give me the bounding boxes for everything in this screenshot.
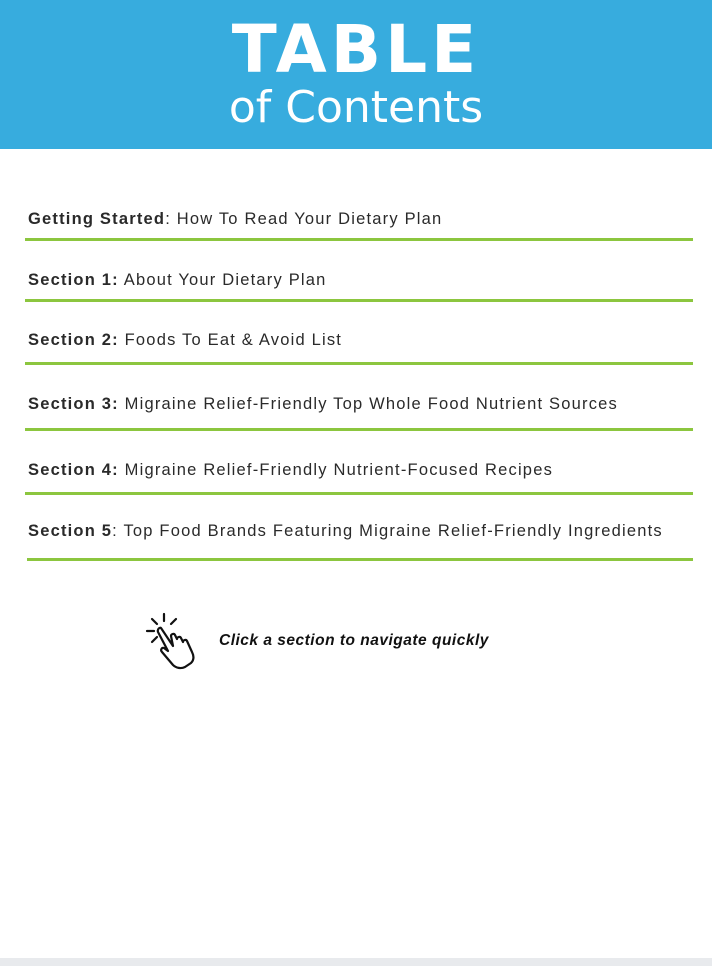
toc-item-prefix: Section 4: [28,461,119,479]
divider [25,362,693,365]
toc-item-separator: : [112,522,124,540]
footer-strip [0,958,712,966]
toc-item-section-4[interactable] [28,459,708,481]
toc-item-prefix: Section 5 [28,522,113,540]
header-banner [0,0,712,149]
toc-item-label: Foods To Eat & Avoid List [124,331,343,349]
divider [25,428,693,431]
toc-item-prefix: Section 2: [28,331,119,349]
toc-item-section-1[interactable] [28,269,708,291]
divider [27,558,693,561]
toc-item-label: About Your Dietary Plan [123,271,327,289]
toc-item-section-5[interactable] [28,520,708,542]
divider [25,299,693,302]
pointer-click-icon [143,612,205,672]
toc-item-label: Migraine Relief-Friendly Top Whole Food Nutrient Sources [124,395,618,413]
hint-text: Click a section to navigate quickly [219,632,489,649]
page-title: TABLE [231,11,481,88]
toc-item-label: How To Read Your Dietary Plan [176,210,443,228]
toc-item-prefix: Section 1: [28,271,119,289]
divider [25,492,693,495]
toc-item-label: Migraine Relief-Friendly Nutrient-Focused Recipes [124,461,554,479]
toc-item-prefix: Section 3: [28,395,119,413]
divider [25,238,693,241]
toc-item-section-2[interactable] [28,329,708,351]
toc-item-getting-started[interactable] [28,208,708,230]
toc-item-section-3[interactable] [28,393,708,415]
toc-item-label: Top Food Brands Featuring Migraine Relief-Friendly Ingredients [123,522,663,540]
page-subtitle: of Contents [228,82,484,133]
toc-item-separator: : [165,210,177,228]
navigation-hint [143,612,563,672]
toc-item-prefix: Getting Started [28,210,166,228]
